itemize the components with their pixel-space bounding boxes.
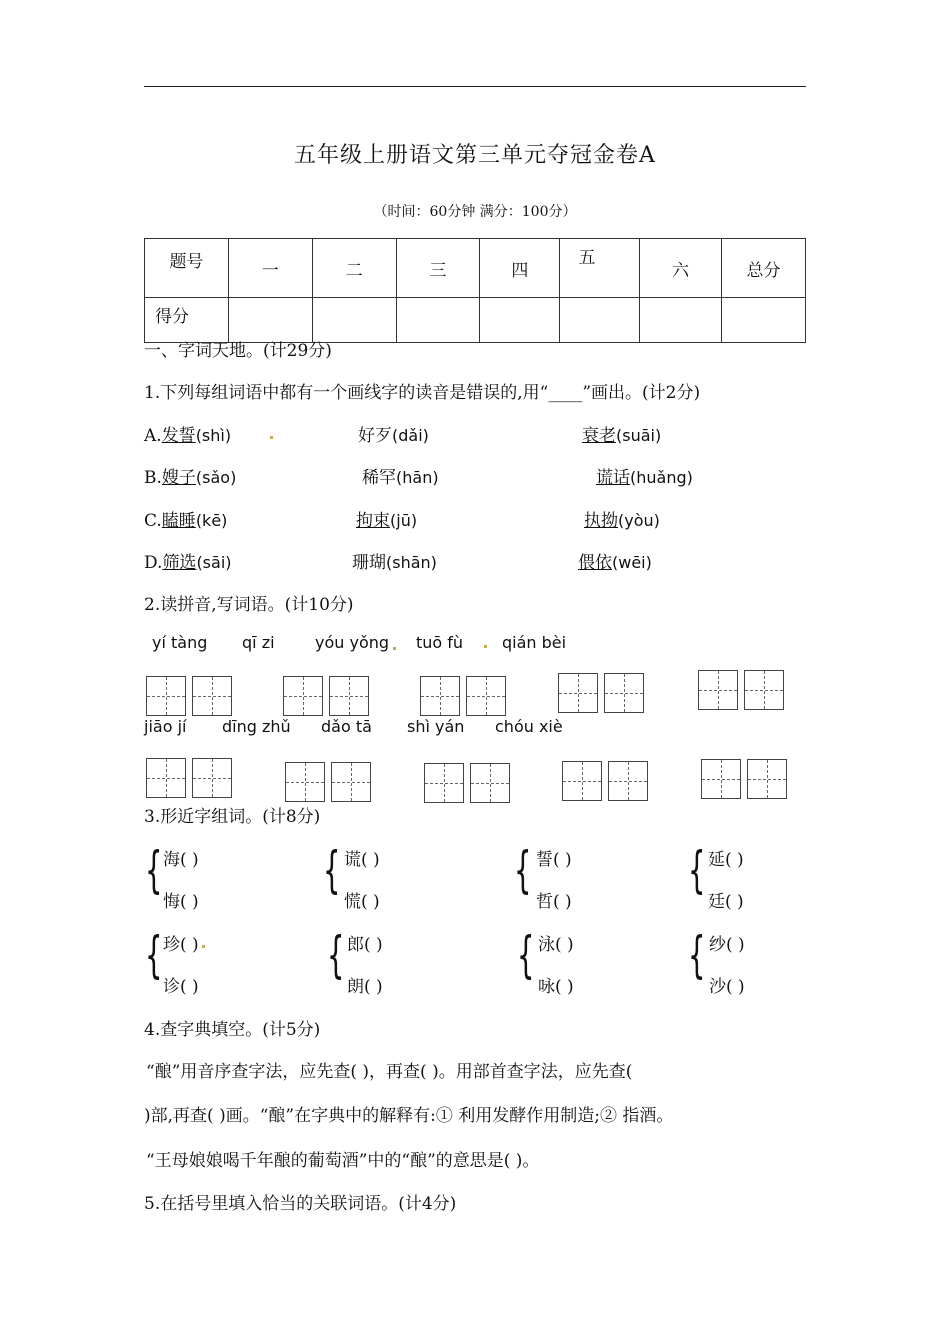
writing-grid-cell[interactable] — [329, 676, 369, 716]
char-pair-item: 咏( ) — [538, 977, 574, 997]
option-a-word-3: 衰老(suāi) — [582, 426, 662, 446]
question-4-line: “王母娘娘喝千年酿的葡萄酒”中的“酿”的意思是( )。 — [146, 1151, 540, 1171]
writing-grid-cell[interactable] — [562, 761, 602, 801]
option-d-word-3: 偎依(wēi) — [578, 553, 652, 573]
option-d: D.筛选(sāi) — [144, 553, 232, 573]
option-c-word-3: 执拗(yòu) — [584, 511, 660, 531]
writing-grid-cell[interactable] — [698, 670, 738, 710]
option-c-word-2: 拘束(jū) — [356, 511, 418, 531]
score-header-cell: 总分 — [722, 239, 806, 298]
option-b: B.嫂子(sǎo) — [144, 468, 237, 488]
writing-grid-cell[interactable] — [604, 673, 644, 713]
score-input-cell[interactable] — [560, 298, 640, 343]
writing-grid-cell[interactable] — [470, 763, 510, 803]
brace-icon: { — [688, 841, 706, 899]
char-pair-item: 延( ) — [708, 850, 744, 870]
speck — [202, 945, 205, 948]
writing-grid-cell[interactable] — [331, 762, 371, 802]
brace-icon: { — [514, 841, 532, 899]
writing-grid-cell[interactable] — [420, 676, 460, 716]
score-header-cell: 二 — [312, 239, 396, 298]
speck — [270, 436, 273, 439]
writing-grid-cell[interactable] — [701, 759, 741, 799]
writing-grid-cell[interactable] — [192, 676, 232, 716]
score-row-label: 得分 — [145, 298, 229, 343]
speck — [484, 645, 487, 648]
writing-grid-cell[interactable] — [466, 676, 506, 716]
question-5-prompt: 5.在括号里填入恰当的关联词语。(计4分) — [144, 1194, 457, 1214]
char-pair-item: 朗( ) — [347, 977, 383, 997]
char-pair-item: 珍( ) — [163, 935, 199, 955]
pinyin-label: chóu xiè — [495, 717, 563, 736]
brace-icon: { — [145, 926, 163, 984]
writing-grid-cell[interactable] — [146, 676, 186, 716]
question-4-line: )部,再查( )画。“酿”在字典中的解释有:① 利用发酵作用制造;② 指酒。 — [144, 1106, 674, 1126]
pinyin-label: dīng zhǔ — [222, 717, 291, 736]
pinyin-label: qián bèi — [502, 633, 567, 652]
char-pair-item: 郎( ) — [347, 935, 383, 955]
char-pair-item: 悔( ) — [163, 892, 199, 912]
top-rule — [144, 86, 806, 87]
char-pair-item: 誓( ) — [536, 850, 572, 870]
pinyin-label: qī zi — [242, 633, 275, 652]
score-header-cell: 五 — [560, 239, 640, 298]
score-header-cell: 四 — [480, 239, 560, 298]
writing-grid-cell[interactable] — [192, 758, 232, 798]
pinyin-label: dǎo tā — [321, 717, 372, 736]
brace-icon: { — [323, 841, 341, 899]
writing-grid-cell[interactable] — [558, 673, 598, 713]
section-heading: 一、字词天地。(计29分) — [144, 341, 332, 361]
score-input-cell[interactable] — [396, 298, 480, 343]
option-a-word-2: 好歹(dǎi) — [358, 426, 429, 446]
brace-icon: { — [517, 926, 535, 984]
writing-grid-cell[interactable] — [747, 759, 787, 799]
score-header-cell: 六 — [640, 239, 722, 298]
char-pair-item: 慌( ) — [344, 892, 380, 912]
char-pair-item: 沙( ) — [709, 977, 745, 997]
writing-grid-cell[interactable] — [283, 676, 323, 716]
score-header-cell: 三 — [396, 239, 480, 298]
char-pair-item: 纱( ) — [709, 935, 745, 955]
char-pair-item: 哲( ) — [536, 892, 572, 912]
score-header-cell: 一 — [228, 239, 312, 298]
writing-grid-cell[interactable] — [744, 670, 784, 710]
pinyin-label: yí tàng — [152, 633, 208, 652]
option-c: C.瞌睡(kē) — [144, 511, 228, 531]
brace-icon: { — [145, 841, 163, 899]
score-input-cell[interactable] — [640, 298, 722, 343]
pinyin-label: tuō fù — [416, 633, 464, 652]
char-pair-item: 谎( ) — [344, 850, 380, 870]
char-pair-item: 诊( ) — [163, 977, 199, 997]
exam-subtitle: （时间：60分钟 满分：100分） — [373, 204, 577, 220]
question-2-prompt: 2.读拼音,写词语。(计10分) — [144, 595, 354, 615]
writing-grid-cell[interactable] — [608, 761, 648, 801]
option-d-word-2: 珊瑚(shān) — [352, 553, 437, 573]
pinyin-label: jiāo jí — [144, 717, 187, 736]
char-pair-item: 廷( ) — [708, 892, 744, 912]
writing-grid-cell[interactable] — [424, 763, 464, 803]
question-3-prompt: 3.形近字组词。(计8分) — [144, 807, 321, 827]
brace-icon: { — [688, 926, 706, 984]
score-header-cell: 题号 — [145, 239, 229, 298]
score-input-cell[interactable] — [722, 298, 806, 343]
writing-grid-cell[interactable] — [146, 758, 186, 798]
char-pair-item: 泳( ) — [538, 935, 574, 955]
question-4-prompt: 4.查字典填空。(计5分) — [144, 1020, 321, 1040]
question-1-prompt: 1.下列每组词语中都有一个画线字的读音是错误的,用“____”画出。(计2分) — [144, 383, 701, 403]
question-4-line: “酿”用音序查字法，应先查( )，再查( )。用部首查字法，应先查( — [146, 1062, 633, 1082]
score-table — [144, 238, 806, 343]
pinyin-label: shì yán — [407, 717, 465, 736]
char-pair-item: 海( ) — [163, 850, 199, 870]
pinyin-label: yóu yǒng — [315, 633, 390, 652]
writing-grid-cell[interactable] — [285, 762, 325, 802]
brace-icon: { — [327, 926, 345, 984]
score-input-cell[interactable] — [480, 298, 560, 343]
speck — [393, 647, 396, 650]
page-title: 五年级上册语文第三单元夺冠金卷A — [294, 143, 656, 168]
option-b-word-3: 谎话(huǎng) — [596, 468, 693, 488]
option-b-word-2: 稀罕(hān) — [362, 468, 439, 488]
option-a: A.发誓(shì) — [144, 426, 232, 446]
